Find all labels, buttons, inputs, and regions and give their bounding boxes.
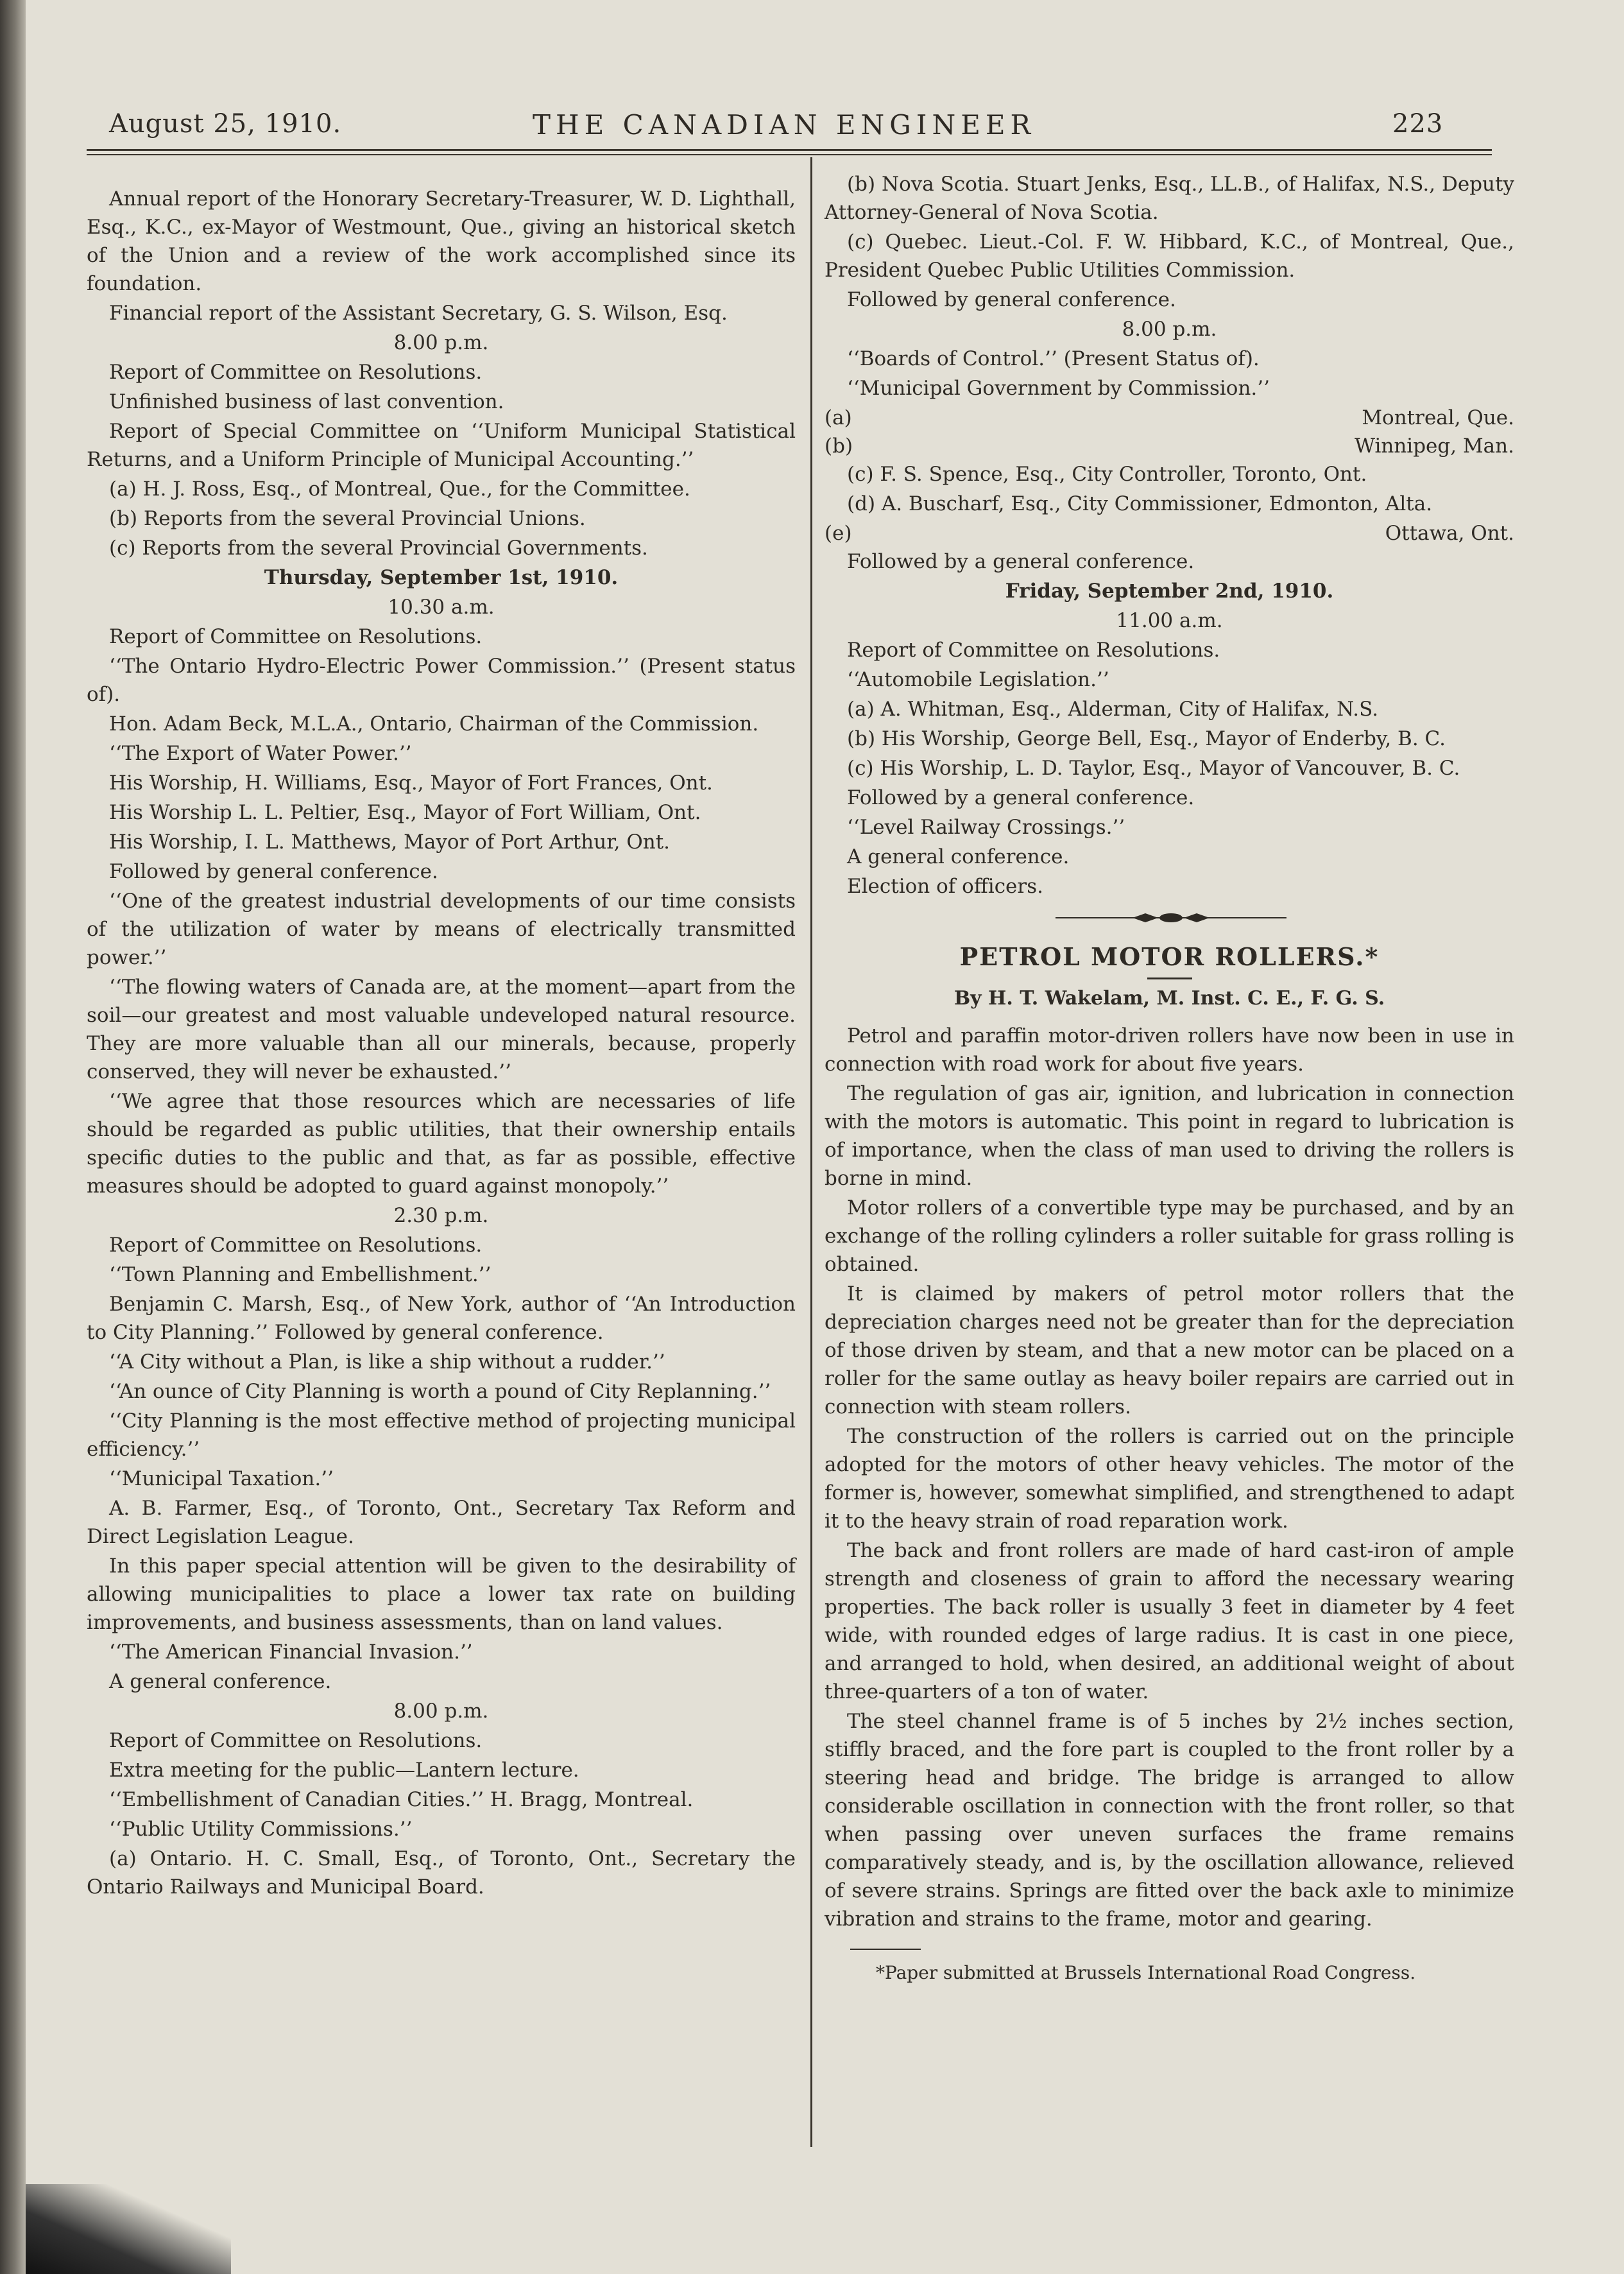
programme-paragraph: Report of Committee on Resolutions.	[109, 361, 483, 384]
list-city: Winnipeg, Man.	[1355, 435, 1514, 458]
programme-paragraph: 8.00 p.m.	[393, 331, 489, 354]
article-body	[825, 1022, 1514, 1933]
footnote: *Paper submitted at Brussels International Road Congress.	[876, 1962, 1416, 1983]
list-label: (e)	[825, 522, 852, 545]
commission-city-list-2	[825, 519, 1514, 547]
programme-paragraph: (a) H. J. Ross, Esq., of Montreal, Que., for the Committee.	[109, 478, 690, 501]
programme-paragraph: ‘‘Municipal Taxation.’’	[109, 1467, 334, 1490]
programme-paragraph: ‘‘The Export of Water Power.’’	[109, 742, 412, 765]
programme-paragraph: (d) A. Buscharf, Esq., City Commissioner, Edmonton, Alta.	[847, 492, 1433, 515]
programme-paragraph: In this paper special attention will be given to the desirability of allowing municipalities to place a lower tax rate on building improvements, and business assessments, than on land values.	[87, 1555, 796, 1634]
programme-paragraph: Friday, September 2nd, 1910.	[1005, 580, 1334, 603]
programme-friday	[825, 547, 1514, 900]
journal-title: THE CANADIAN ENGINEER	[533, 109, 1036, 141]
programme-paragraph: ‘‘The flowing waters of Canada are, at the moment—apart from the soil—our greatest and most valuable undeveloped natural resource. They are more valuable than all our minerals, because, properly conserved, they will never be exhausted.’’	[87, 976, 796, 1083]
programme-paragraph: ‘‘We agree that those resources which are necessaries of life should be regarded as public utilities, that their ownership entails specific duties to the public and that, as far as possible, effective measures should be adopted to guard against monopoly.’’	[87, 1090, 796, 1198]
programme-paragraph: A. B. Farmer, Esq., of Toronto, Ont., Secretary Tax Reform and Direct Legislation League.	[87, 1497, 796, 1548]
programme-paragraph: Report of Special Committee on ‘‘Uniform Municipal Statistical Returns, and a Uniform Principle of Municipal Accounting.’’	[87, 420, 796, 471]
list-label: (b)	[825, 435, 853, 458]
programme-paragraph: ‘‘One of the greatest industrial developments of our time consists of the utilization of water by means of electrically transmitted power.’’	[87, 890, 796, 969]
programme-paragraph: Report of Committee on Resolutions.	[109, 625, 483, 648]
commission-city-list	[825, 404, 1514, 460]
programme-paragraph: Annual report of the Honorary Secretary-Treasurer, W. D. Lighthall, Esq., K.C., ex-Mayor of Westmount, Que., giving an historical sketch of the Union and a review of the work accomplished since its foundation.	[87, 187, 796, 295]
programme-paragraph: Financial report of the Assistant Secretary, G. S. Wilson, Esq.	[109, 302, 728, 325]
section-ornament	[1056, 912, 1286, 924]
article-paragraph: It is claimed by makers of petrol motor rollers that the depreciation charges need not be greater than for the depreciation of those driven by steam, and that a new motor can be placed on a roller for the same outlay as heavy boiler repairs are carried out in connection with steam rollers.	[825, 1282, 1514, 1418]
right-column	[825, 170, 1514, 1988]
programme-paragraph: (b) His Worship, George Bell, Esq., Mayor of Enderby, B. C.	[847, 727, 1446, 750]
programme-paragraph: ‘‘The American Financial Invasion.’’	[109, 1641, 473, 1664]
programme-paragraph: His Worship L. L. Peltier, Esq., Mayor of Fort William, Ont.	[109, 801, 701, 824]
header-rule-secondary	[87, 154, 1492, 155]
programme-paragraph: (a) Ontario. H. C. Small, Esq., of Toronto, Ont., Secretary the Ontario Railways and Municipal Board.	[87, 1847, 796, 1899]
programme-paragraph: (b) Reports from the several Provincial Unions.	[109, 507, 586, 530]
programme-paragraph: His Worship, H. Williams, Esq., Mayor of Fort Frances, Ont.	[109, 771, 713, 795]
list-label: (a)	[825, 406, 852, 429]
programme-paragraph: 11.00 a.m.	[1116, 609, 1223, 632]
article-paragraph: The back and front rollers are made of hard cast-iron of ample strength and closeness of grain to afford the necessary wearing properties. The back roller is usually 3 feet in diameter by 4 feet wide, with rounded edges of large radius. It is cast in one piece, and arranged to hold, when desired, an additional weight of about three-quarters of a ton of water.	[825, 1539, 1514, 1703]
programme-paragraph: Followed by general conference.	[847, 288, 1176, 311]
footnote-rule	[850, 1949, 921, 1950]
programme-officials	[825, 460, 1514, 518]
column-divider	[810, 157, 812, 2147]
article-paragraph: Motor rollers of a convertible type may be purchased, and by an exchange of the rolling cylinders a roller suitable for grass rolling is obtained.	[825, 1196, 1514, 1276]
programme-paragraph: Unfinished business of last convention.	[109, 390, 504, 413]
programme-paragraph: His Worship, I. L. Matthews, Mayor of Port Arthur, Ont.	[109, 831, 671, 854]
programme-paragraph: (c) Reports from the several Provincial Governments.	[109, 537, 648, 560]
programme-paragraph: Report of Committee on Resolutions.	[109, 1234, 483, 1257]
programme-paragraph: ‘‘Embellishment of Canadian Cities.’’ H. Bragg, Montreal.	[109, 1788, 694, 1811]
commission-list-row	[825, 519, 1514, 547]
list-city: Montreal, Que.	[1362, 406, 1514, 429]
header-rule	[87, 149, 1492, 151]
programme-paragraph: Hon. Adam Beck, M.L.A., Ontario, Chairman of the Commission.	[109, 712, 759, 736]
page-number: 223	[1392, 109, 1444, 139]
issue-date: August 25, 1910.	[109, 109, 342, 139]
journal-page	[26, 0, 1624, 2274]
programme-paragraph: (c) Quebec. Lieut.-Col. F. W. Hibbard, K.C., of Montreal, Que., President Quebec Public Utilities Commission.	[825, 230, 1514, 282]
book-binding-edge	[0, 0, 26, 2274]
programme-paragraph: Thursday, September 1st, 1910.	[264, 566, 619, 589]
programme-paragraph: (c) F. S. Spence, Esq., City Controller, Toronto, Ont.	[847, 463, 1367, 486]
programme-paragraph: 8.00 p.m.	[1122, 318, 1217, 341]
programme-paragraph: Followed by a general conference.	[847, 550, 1195, 573]
programme-paragraph: Election of officers.	[847, 875, 1043, 898]
programme-paragraph: ‘‘A City without a Plan, is like a ship without a rudder.’’	[109, 1350, 665, 1374]
programme-continued	[825, 170, 1514, 402]
programme-paragraph: Report of Committee on Resolutions.	[847, 639, 1220, 662]
article-title: PETROL MOTOR ROLLERS.*	[959, 942, 1380, 971]
article-paragraph: The construction of the rollers is carried out on the principle adopted for the motors of other heavy vehicles. The motor of the former is, however, somewhat simplified, and strengthened to adapt it to the heavy strain of road reparation work.	[825, 1425, 1514, 1533]
article-paragraph: The steel channel frame is of 5 inches by 2½ inches section, stiffly braced, and the fore part is coupled to the front roller by a steering head and bridge. The bridge is arranged to allow considerable oscillation in connection with the front roller, so that when passing over uneven surfaces the frame remains comparatively steady, and is, by the oscillation allowance, relieved of severe strains. Springs are fitted over the back axle to minimize vibration and strains to the frame, motor and gearing.	[825, 1710, 1514, 1931]
programme-paragraph: A general conference.	[109, 1670, 332, 1693]
programme-paragraph: Extra meeting for the public—Lantern lecture.	[109, 1759, 579, 1782]
programme-paragraph: Report of Committee on Resolutions.	[109, 1729, 483, 1752]
programme-paragraph: ‘‘Public Utility Commissions.’’	[109, 1818, 413, 1841]
article-paragraph: The regulation of gas air, ignition, and lubrication in connection with the motors is automatic. This point in regard to lubrication is of importance, when the class of man used to driving the rollers is borne in mind.	[825, 1082, 1514, 1190]
programme-paragraph: ‘‘Level Railway Crossings.’’	[847, 816, 1125, 839]
left-column	[87, 185, 796, 1902]
commission-list-row	[825, 404, 1514, 432]
programme-paragraph: ‘‘Boards of Control.’’ (Present Status of).	[847, 347, 1260, 370]
programme-paragraph: ‘‘Automobile Legislation.’’	[847, 668, 1109, 691]
programme-paragraph: (b) Nova Scotia. Stuart Jenks, Esq., LL.B., of Halifax, N.S., Deputy Attorney-General of Nova Scotia.	[825, 173, 1514, 224]
programme-paragraph: ‘‘Town Planning and Embellishment.’’	[109, 1263, 491, 1286]
programme-paragraph: Followed by general conference.	[109, 860, 438, 883]
programme-paragraph: 8.00 p.m.	[393, 1700, 489, 1723]
programme-paragraph: Followed by a general conference.	[847, 786, 1195, 809]
article-byline: By H. T. Wakelam, M. Inst. C. E., F. G. S.	[953, 987, 1385, 1010]
programme-paragraph: (a) A. Whitman, Esq., Alderman, City of Halifax, N.S.	[847, 698, 1379, 721]
programme-paragraph: ‘‘The Ontario Hydro-Electric Power Commission.’’ (Present status of).	[87, 655, 796, 706]
programme-paragraph: 10.30 a.m.	[388, 596, 495, 619]
list-city: Ottawa, Ont.	[1385, 522, 1514, 545]
commission-list-row	[825, 432, 1514, 460]
programme-paragraph: ‘‘Municipal Government by Commission.’’	[847, 377, 1270, 400]
page-corner-shadow	[26, 2184, 231, 2274]
programme-paragraph: A general conference.	[847, 845, 1070, 868]
title-rule	[1147, 978, 1192, 979]
programme-paragraph: ‘‘City Planning is the most effective method of projecting municipal efficiency.’’	[87, 1409, 796, 1461]
programme-paragraph: 2.30 p.m.	[393, 1204, 489, 1227]
programme-paragraph: Benjamin C. Marsh, Esq., of New York, author of ‘‘An Introduction to City Planning.’’ Followed by general conference.	[87, 1293, 796, 1344]
article-paragraph: Petrol and paraffin motor-driven rollers have now been in use in connection with road work for about five years.	[825, 1024, 1514, 1076]
programme-paragraph: (c) His Worship, L. D. Taylor, Esq., Mayor of Vancouver, B. C.	[847, 757, 1460, 780]
programme-paragraph: ‘‘An ounce of City Planning is worth a pound of City Replanning.’’	[109, 1380, 771, 1403]
